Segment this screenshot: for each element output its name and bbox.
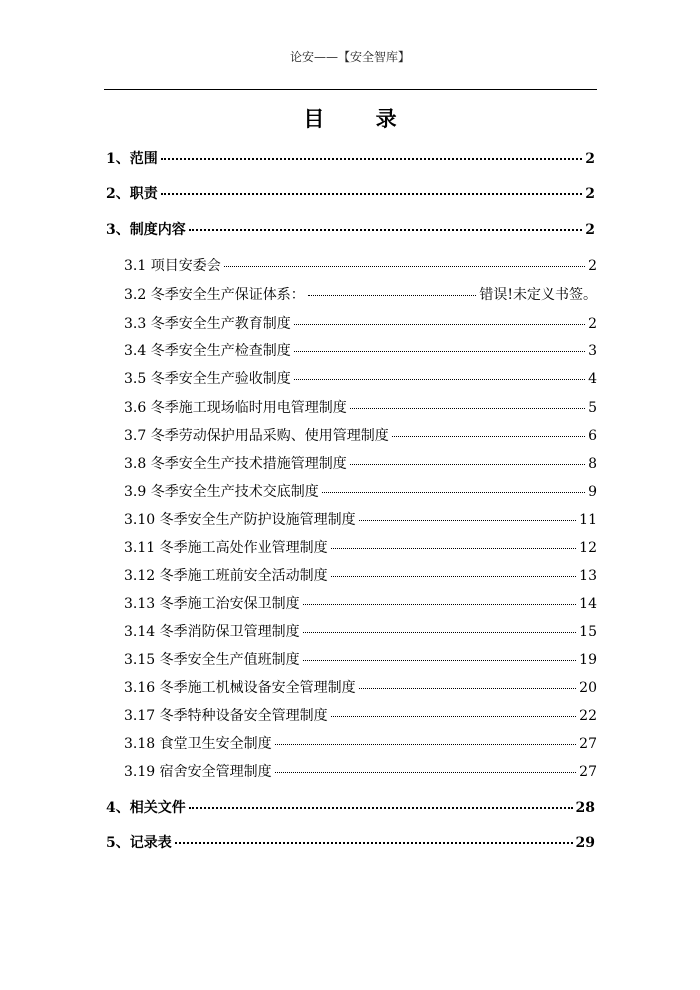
toc-entry-label: 3.11 冬季施工高处作业管理制度: [124, 540, 328, 556]
toc-leader-dots: [161, 193, 583, 195]
toc-entry-page: 8: [588, 456, 597, 472]
toc-entry-label: 3.5 冬季安全生产验收制度: [124, 371, 291, 387]
toc-entry[interactable]: [124, 481, 597, 501]
toc-entry-page: 27: [579, 736, 597, 752]
toc-entry[interactable]: [106, 832, 595, 852]
toc-entry-label: 3.7 冬季劳动保护用品采购、使用管理制度: [124, 428, 389, 444]
toc-entry-page: 3: [588, 343, 597, 359]
toc-leader-dots: [331, 576, 577, 577]
toc-entry-page: 12: [579, 540, 597, 556]
toc-leader-dots: [331, 548, 577, 549]
toc-entry-label: 3.3 冬季安全生产教育制度: [124, 316, 291, 332]
toc-entry-label: 3.17 冬季特种设备安全管理制度: [124, 708, 328, 724]
toc-entry-page: 28: [575, 800, 595, 816]
toc-entry[interactable]: [106, 797, 595, 817]
toc-entry[interactable]: [124, 368, 597, 388]
toc-leader-dots: [303, 632, 577, 633]
toc-entry[interactable]: [124, 425, 597, 445]
toc-entry-page: 20: [579, 680, 597, 696]
toc-leader-dots: [322, 492, 585, 493]
toc-leader-dots: [350, 464, 585, 465]
toc-leader-dots: [303, 604, 577, 605]
toc-leader-dots: [294, 324, 585, 325]
toc-entry-label: 4、相关文件: [106, 800, 186, 816]
toc-entry-page: 2: [588, 316, 597, 332]
toc-entry[interactable]: [124, 621, 597, 641]
toc-entry-label: 3.1 项目安委会: [124, 258, 221, 274]
toc-entry-label: 3.14 冬季消防保卫管理制度: [124, 624, 300, 640]
toc-leader-dots: [161, 158, 583, 160]
toc-leader-dots: [224, 266, 585, 267]
toc-entry-label: 3.13 冬季施工治安保卫制度: [124, 596, 300, 612]
toc-entry[interactable]: [124, 340, 597, 360]
toc-entry[interactable]: [106, 148, 595, 168]
toc-leader-dots: [303, 660, 577, 661]
toc-leader-dots: [308, 295, 477, 296]
toc-entry-label: 5、记录表: [106, 835, 172, 851]
toc-entry-label: 3.18 食堂卫生安全制度: [124, 736, 272, 752]
toc-entry[interactable]: [124, 593, 597, 613]
toc-entry[interactable]: [124, 509, 597, 529]
toc-entry[interactable]: [124, 677, 597, 697]
toc-entry-label: 3.9 冬季安全生产技术交底制度: [124, 484, 319, 500]
toc-leader-dots: [392, 436, 585, 437]
toc-entry[interactable]: [124, 649, 597, 669]
toc-entry[interactable]: [124, 313, 597, 333]
toc-leader-dots: [294, 379, 585, 380]
toc-entry[interactable]: [124, 284, 597, 304]
toc-entry-page: 11: [579, 512, 597, 528]
toc-entry-label: 3.2 冬季安全生产保证体系：: [124, 287, 305, 303]
toc-entry-page: 14: [579, 596, 597, 612]
toc-entry-label: 3.16 冬季施工机械设备安全管理制度: [124, 680, 356, 696]
toc-entry-page: 27: [579, 764, 597, 780]
toc-title: 目 录: [303, 106, 419, 131]
toc-entry-label: 3.8 冬季安全生产技术措施管理制度: [124, 456, 347, 472]
toc-entry-page: 错误!未定义书签。: [479, 287, 597, 303]
toc-entry[interactable]: [124, 453, 597, 473]
toc-leader-dots: [350, 408, 585, 409]
toc-entry-label: 3.10 冬季安全生产防护设施管理制度: [124, 512, 356, 528]
toc-entry-page: 2: [588, 258, 597, 274]
toc-entry-page: 5: [588, 400, 597, 416]
toc-leader-dots: [331, 716, 577, 717]
toc-entry-label: 1、范围: [106, 151, 158, 167]
page-header: 论安——【安全智库】: [289, 50, 410, 64]
toc-leader-dots: [189, 807, 573, 809]
toc-leader-dots: [189, 229, 583, 231]
header-rule: [104, 89, 597, 90]
toc-entry-label: 3、制度内容: [106, 222, 186, 238]
toc-leader-dots: [275, 744, 577, 745]
toc-entry-page: 29: [575, 835, 595, 851]
toc-entry[interactable]: [124, 761, 597, 781]
toc-entry[interactable]: [124, 733, 597, 753]
toc-entry-label: 3.12 冬季施工班前安全活动制度: [124, 568, 328, 584]
toc-entry-page: 19: [579, 652, 597, 668]
toc-entry[interactable]: [124, 705, 597, 725]
toc-entry-label: 3.4 冬季安全生产检查制度: [124, 343, 291, 359]
toc-leader-dots: [359, 688, 577, 689]
toc-entry-label: 2、职责: [106, 186, 158, 202]
toc-entry-page: 4: [588, 371, 597, 387]
toc-entry-page: 2: [585, 151, 595, 167]
toc-entry[interactable]: [124, 537, 597, 557]
toc-entry-label: 3.6 冬季施工现场临时用电管理制度: [124, 400, 347, 416]
toc-entry[interactable]: [124, 397, 597, 417]
toc-leader-dots: [359, 520, 577, 521]
toc-entry-page: 22: [579, 708, 597, 724]
toc-entry-label: 3.15 冬季安全生产值班制度: [124, 652, 300, 668]
toc-entry-page: 2: [585, 222, 595, 238]
toc-entry[interactable]: [106, 183, 595, 203]
toc-entry[interactable]: [106, 219, 595, 239]
toc-entry[interactable]: [124, 565, 597, 585]
toc-leader-dots: [294, 351, 585, 352]
toc-entry-page: 13: [579, 568, 597, 584]
toc-entry-page: 9: [588, 484, 597, 500]
toc-entry[interactable]: [124, 255, 597, 275]
toc-leader-dots: [275, 772, 577, 773]
toc-entry-page: 2: [585, 186, 595, 202]
toc-entry-page: 6: [588, 428, 597, 444]
toc-entry-page: 15: [579, 624, 597, 640]
toc-leader-dots: [175, 842, 573, 844]
toc-entry-label: 3.19 宿舍安全管理制度: [124, 764, 272, 780]
